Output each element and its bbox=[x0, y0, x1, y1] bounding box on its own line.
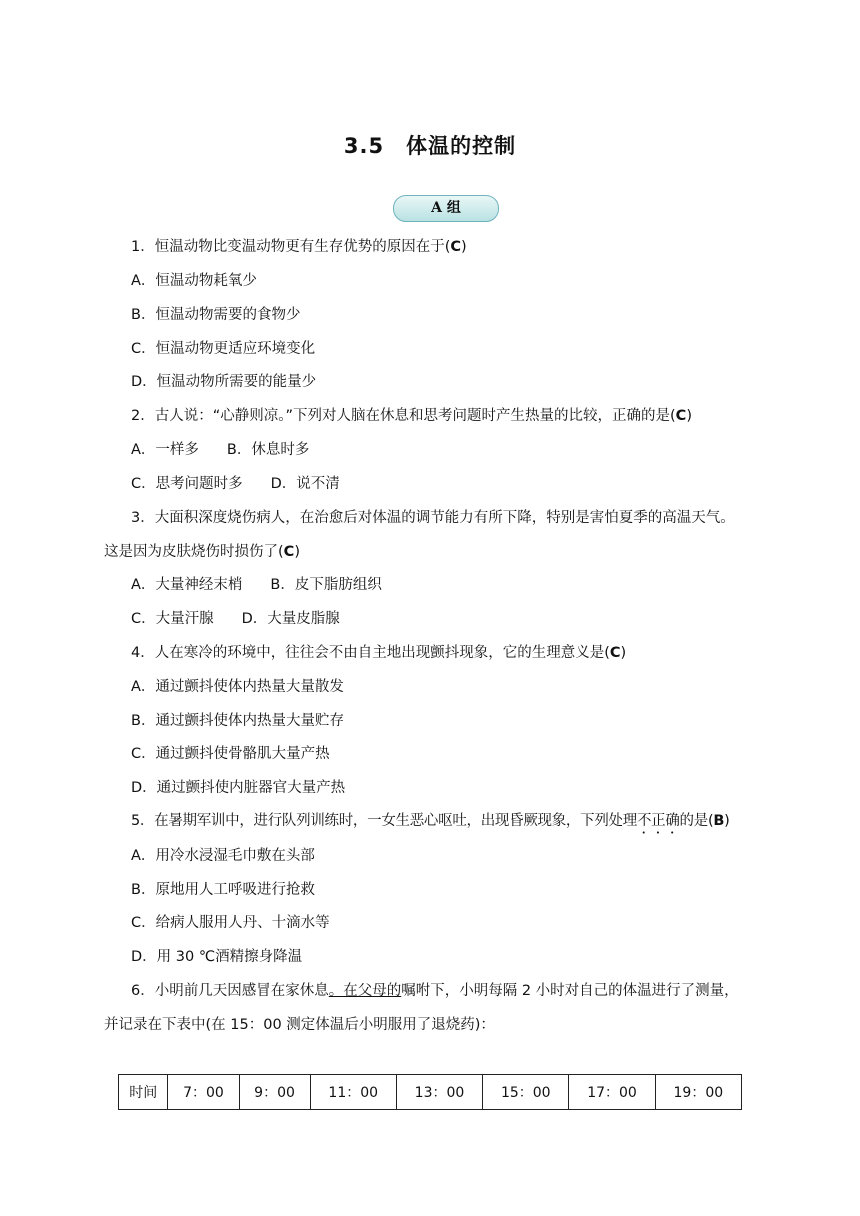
question-2-stem bbox=[131, 406, 692, 426]
q2-close: ) bbox=[686, 408, 692, 424]
q2-stem-text: 2．古人说：“心静则凉。”下列对人脑在休息和思考问题时产生热量的比较，正确的是( bbox=[131, 408, 676, 424]
q1-option-d: D．恒温动物所需要的能量少 bbox=[131, 374, 317, 390]
q2-option-a: A．一样多 bbox=[131, 442, 199, 458]
table-row bbox=[119, 1075, 742, 1110]
q5-stem-text: 5．在暑期军训中，进行队列训练时，一女生恶心呕吐，出现昏厥现象，下列处理 bbox=[131, 813, 637, 829]
time-cell: 17：00 bbox=[569, 1075, 655, 1110]
q1-option-c: C．恒温动物更适应环境变化 bbox=[131, 341, 316, 357]
q3-option-a: A．大量神经末梢 bbox=[131, 577, 243, 593]
q2-option-c: C．思考问题时多 bbox=[131, 476, 243, 492]
time-cell: 7：00 bbox=[168, 1075, 239, 1110]
q3-option-d: D．大量皮脂腺 bbox=[241, 611, 340, 627]
q2-options-row-2 bbox=[131, 474, 340, 494]
q4-stem-text: 4．人在寒冷的环境中，往往会不由自主地出现颤抖现象，它的生理意义是( bbox=[131, 645, 610, 661]
question-4-stem bbox=[131, 643, 626, 663]
q4-option-a: A．通过颤抖使体内热量大量散发 bbox=[131, 679, 344, 695]
question-1-stem bbox=[131, 237, 467, 257]
table-header-cell: 时间 bbox=[119, 1075, 168, 1110]
q6-stem-tail: 嘱咐下，小明每隔 2 小时对自己的体温进行了测量， bbox=[401, 983, 739, 999]
q3-option-c: C．大量汗腺 bbox=[131, 611, 214, 627]
time-cell: 11：00 bbox=[310, 1075, 396, 1110]
q5-option-a: A．用冷水浸湿毛巾敷在头部 bbox=[131, 848, 315, 864]
time-cell: 15：00 bbox=[483, 1075, 569, 1110]
q4-option-b: B．通过颤抖使体内热量大量贮存 bbox=[131, 713, 344, 729]
q3-stem-line-2 bbox=[104, 542, 300, 562]
q2-options-row-1 bbox=[131, 440, 309, 460]
q1-close: ) bbox=[461, 239, 467, 255]
q5-emphasis-text: 不正确 bbox=[636, 813, 680, 829]
q5-stem-tail: 的是( bbox=[679, 813, 714, 829]
q4-option-d: D．通过颤抖使内脏器官大量产热 bbox=[131, 780, 346, 796]
q2-option-b: B．休息时多 bbox=[226, 442, 310, 458]
group-badge: A 组 bbox=[393, 195, 499, 222]
q1-option-a: A．恒温动物耗氧少 bbox=[131, 273, 257, 289]
q3-close: ) bbox=[294, 544, 300, 560]
q3-options-row-1 bbox=[131, 575, 382, 595]
q6-stem-line-1 bbox=[131, 981, 739, 1001]
q3-stem-text: 这是因为皮肤烧伤时损伤了( bbox=[104, 544, 284, 560]
q4-close: ) bbox=[620, 645, 627, 661]
q6-stem-line-2: 并记录在下表中(在 15：00 测定体温后小明服用了退烧药)： bbox=[104, 1017, 495, 1033]
q4-option-c: C．通过颤抖使骨骼肌大量产热 bbox=[131, 746, 330, 762]
q1-option-b: B．恒温动物需要的食物少 bbox=[131, 307, 301, 323]
q1-answer: C bbox=[450, 239, 462, 255]
q5-close: ) bbox=[724, 813, 730, 829]
q3-answer: C bbox=[283, 544, 295, 560]
q2-answer: C bbox=[675, 408, 687, 424]
time-cell: 13：00 bbox=[396, 1075, 482, 1110]
q5-option-c: C．给病人服用人丹、十滴水等 bbox=[131, 915, 330, 931]
q3-option-b: B．皮下脂肪组织 bbox=[270, 577, 382, 593]
page-title: 3.5 体温的控制 bbox=[343, 134, 517, 158]
q5-option-d: D．用 30 ℃酒精擦身降温 bbox=[131, 949, 303, 965]
q6-stem-text: 6．小明前几天因感冒在家休息 bbox=[131, 983, 329, 999]
q6-underlined-text: 。在父母的 bbox=[328, 983, 402, 999]
temperature-table bbox=[118, 1074, 742, 1110]
time-cell: 9：00 bbox=[239, 1075, 310, 1110]
q3-stem-line-1: 3．大面积深度烧伤病人，在治愈后对体温的调节能力有所下降，特别是害怕夏季的高温天气。 bbox=[131, 510, 735, 526]
q5-answer: B bbox=[713, 813, 725, 829]
q2-option-d: D．说不清 bbox=[270, 476, 340, 492]
q1-stem-text: 1．恒温动物比变温动物更有生存优势的原因在于( bbox=[131, 239, 451, 255]
q3-options-row-2 bbox=[131, 609, 340, 629]
q4-answer: C bbox=[609, 645, 621, 661]
time-cell: 19：00 bbox=[655, 1075, 741, 1110]
q5-option-b: B．原地用人工呼吸进行抢救 bbox=[131, 882, 315, 898]
question-5-stem bbox=[131, 811, 729, 837]
